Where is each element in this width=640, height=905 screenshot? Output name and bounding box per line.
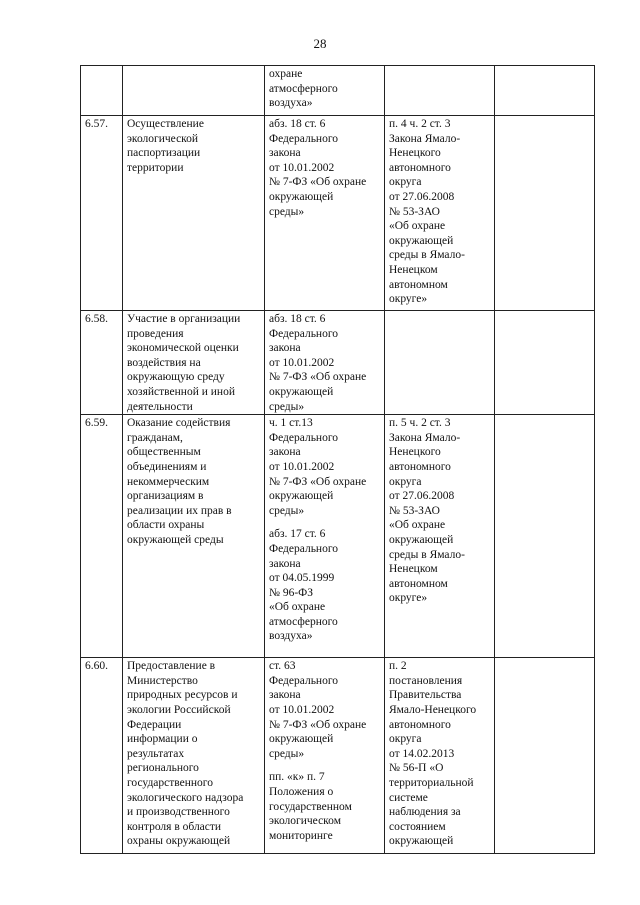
- extra-column: [495, 66, 595, 116]
- row-number: 6.59.: [81, 415, 123, 658]
- row-number: 6.58.: [81, 311, 123, 415]
- authority-name: Предоставление в Министерство природных ресурсов и экологии Российской Федерации информации о результатах регионального государственного экологического надзора и производственного контроля в области охраны окружающей: [123, 658, 265, 854]
- authority-table: [80, 65, 595, 854]
- federal-basis: абз. 18 ст. 6 Федерального закона от 10.01.2002 № 7-ФЗ «Об охране окружающей среды»: [265, 116, 385, 311]
- extra-column: [495, 116, 595, 311]
- table-row: [81, 311, 595, 415]
- row-number: 6.57.: [81, 116, 123, 311]
- table-row: [81, 415, 595, 658]
- regional-basis: [385, 311, 495, 415]
- authority-name: Оказание содействия гражданам, общественным объединениям и некоммерческим организациям в реализации их прав в области охраны окружающей среды: [123, 415, 265, 658]
- extra-column: [495, 311, 595, 415]
- row-number: [81, 66, 123, 116]
- table-row: [81, 66, 595, 116]
- federal-basis: охране атмосферного воздуха»: [265, 66, 385, 116]
- row-number: 6.60.: [81, 658, 123, 854]
- regional-basis: п. 5 ч. 2 ст. 3 Закона Ямало- Ненецкого автономного округа от 27.06.2008 № 53-ЗАО «Об охране окружающей среды в Ямало- Ненецком автономном округе»: [385, 415, 495, 658]
- page-number: 28: [313, 36, 327, 51]
- regional-basis: [385, 66, 495, 116]
- extra-column: [495, 415, 595, 658]
- table-row: [81, 116, 595, 311]
- regional-basis: п. 2 постановления Правительства Ямало-Ненецкого автономного округа от 14.02.2013 № 56-П «О территориальной системе наблюдения за состоянием окружающей: [385, 658, 495, 854]
- federal-basis: ст. 63 Федерального закона от 10.01.2002 № 7-ФЗ «Об охране окружающей среды» пп. «к» п. 7 Положения о государственном экологическом мониторинге: [265, 658, 385, 854]
- authority-name: Осуществление экологической паспортизации территории: [123, 116, 265, 311]
- federal-basis: ч. 1 ст.13 Федерального закона от 10.01.2002 № 7-ФЗ «Об охране окружающей среды» абз. 17 ст. 6 Федерального закона от 04.05.1999 № 96-ФЗ «Об охране атмосферного воздуха»: [265, 415, 385, 658]
- authority-name: Участие в организации проведения экономической оценки воздействия на окружающую среду хозяйственной и иной деятельности: [123, 311, 265, 415]
- federal-basis: абз. 18 ст. 6 Федерального закона от 10.01.2002 № 7-ФЗ «Об охране окружающей среды»: [265, 311, 385, 415]
- regional-basis: п. 4 ч. 2 ст. 3 Закона Ямало- Ненецкого автономного округа от 27.06.2008 № 53-ЗАО «Об охране окружающей среды в Ямало- Ненецком автономном округе»: [385, 116, 495, 311]
- authority-name: [123, 66, 265, 116]
- table-row: [81, 658, 595, 854]
- extra-column: [495, 658, 595, 854]
